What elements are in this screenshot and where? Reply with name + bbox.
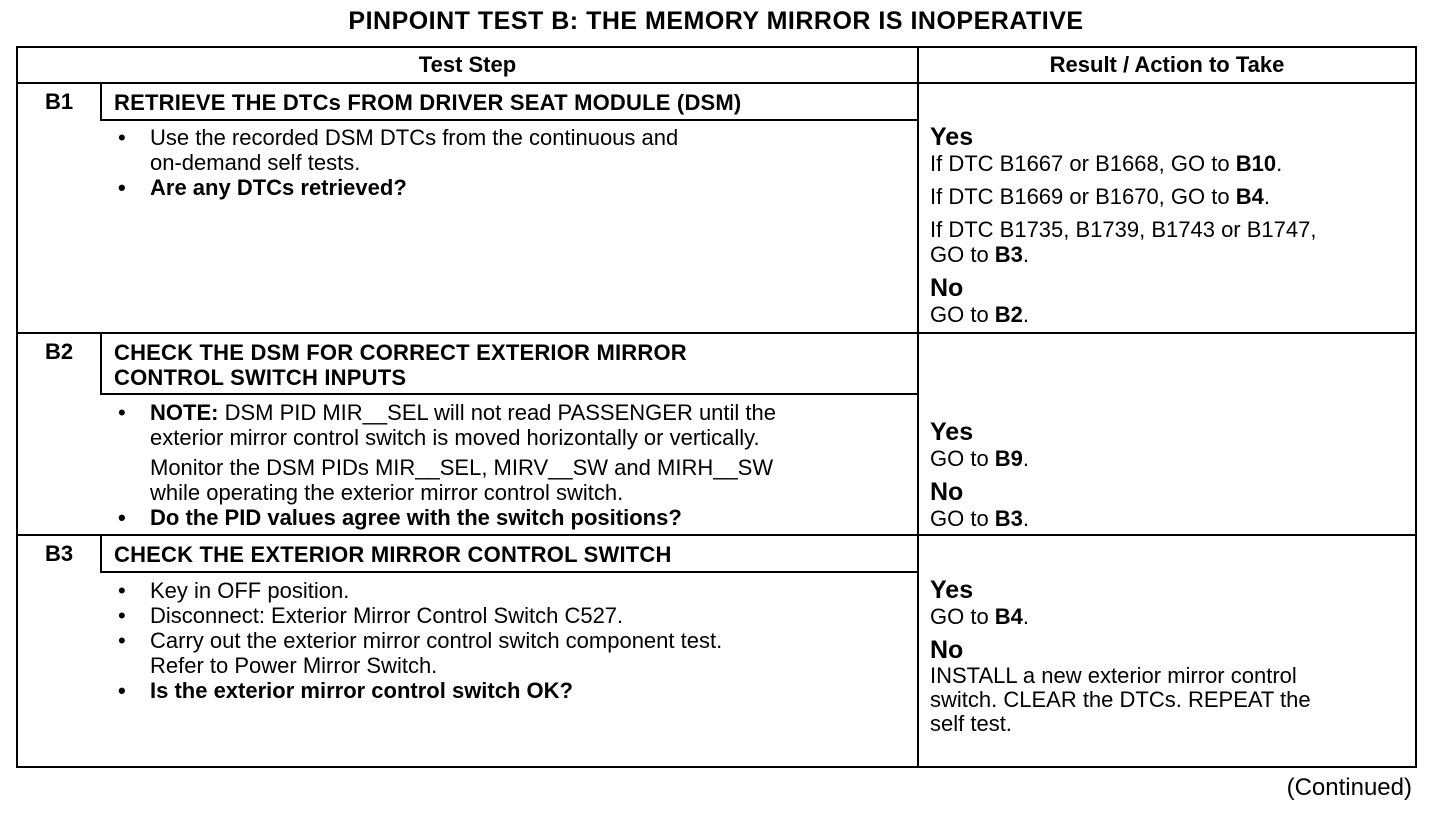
step-title-b3: CHECK THE EXTERIOR MIRROR CONTROL SWITCH (114, 542, 672, 567)
list-item-continuation: Monitor the DSM PIDs MIR__SEL, MIRV__SW and MIRH__SW while operating the exterior mirror control switch. (150, 455, 774, 505)
step-title-b1: RETRIEVE THE DTCs FROM DRIVER SEAT MODULE (DSM) (114, 90, 742, 115)
list-item-question: • Do the PID values agree with the switch positions? (118, 505, 682, 530)
result-b2 (930, 419, 1410, 531)
result-line: GO to B3. (930, 506, 1030, 531)
list-item: • Carry out the exterior mirror control switch component test. Refer to Power Mirror Switch. (118, 628, 723, 678)
page-title: PINPOINT TEST B: THE MEMORY MIRROR IS INOPERATIVE (348, 7, 1084, 35)
list-item: • Use the recorded DSM DTCs from the continuous and on-demand self tests. (118, 125, 679, 175)
b1-title-divider (100, 119, 917, 121)
header-test-step: Test Step (418, 52, 517, 77)
list-item-note: • NOTE: DSM PID MIR__SEL will not read PASSENGER until the exterior mirror control switch is moved horizontally or vertically. (118, 400, 776, 450)
step-id-b3: B3 (44, 541, 74, 566)
step-id-divider-b1 (100, 84, 102, 121)
column-divider (917, 48, 919, 766)
header-divider (18, 82, 1415, 84)
step-id-b2: B2 (44, 339, 74, 364)
result-b3 (930, 577, 1410, 736)
result-line: If DTC B1735, B1739, B1743 or B1747, (930, 217, 1317, 242)
no-label: No (930, 636, 964, 664)
list-item: • Disconnect: Exterior Mirror Control Switch C527. (118, 603, 624, 628)
b2-title-divider (100, 393, 917, 395)
result-line: GO to B4. (930, 604, 1030, 629)
pinpoint-test-table (16, 46, 1417, 768)
result-line: If DTC B1669 or B1670, GO to B4. (930, 184, 1270, 209)
no-label: No (930, 274, 964, 302)
result-line: GO to B3. (930, 242, 1030, 267)
b2-b3-divider (18, 534, 1415, 536)
step-title-b2: CHECK THE DSM FOR CORRECT EXTERIOR MIRROR CONTROL SWITCH INPUTS (114, 340, 687, 390)
continued-label: (Continued) (1286, 774, 1412, 801)
step-id-divider-b3 (100, 536, 102, 573)
result-b1 (930, 124, 1410, 327)
result-line: GO to B2. (930, 302, 1030, 327)
result-line: GO to B9. (930, 446, 1030, 471)
b1-b2-divider (18, 332, 1415, 334)
step-id-b1: B1 (44, 89, 74, 114)
step-body-b3 (114, 578, 904, 703)
yes-label: Yes (930, 123, 974, 151)
step-body-b2 (114, 400, 904, 530)
result-line: If DTC B1667 or B1668, GO to B10. (930, 151, 1283, 176)
list-item-question: • Are any DTCs retrieved? (118, 175, 407, 200)
step-id-divider-b2 (100, 334, 102, 395)
yes-label: Yes (930, 418, 974, 446)
no-label: No (930, 478, 964, 506)
result-line: INSTALL a new exterior mirror control switch. CLEAR the DTCs. REPEAT the self test. (930, 663, 1311, 736)
list-item: • Key in OFF position. (118, 578, 350, 603)
step-body-b1 (114, 125, 904, 200)
yes-label: Yes (930, 576, 974, 604)
b3-title-divider (100, 571, 917, 573)
header-result: Result / Action to Take (1049, 52, 1285, 77)
list-item-question: • Is the exterior mirror control switch OK? (118, 678, 573, 703)
